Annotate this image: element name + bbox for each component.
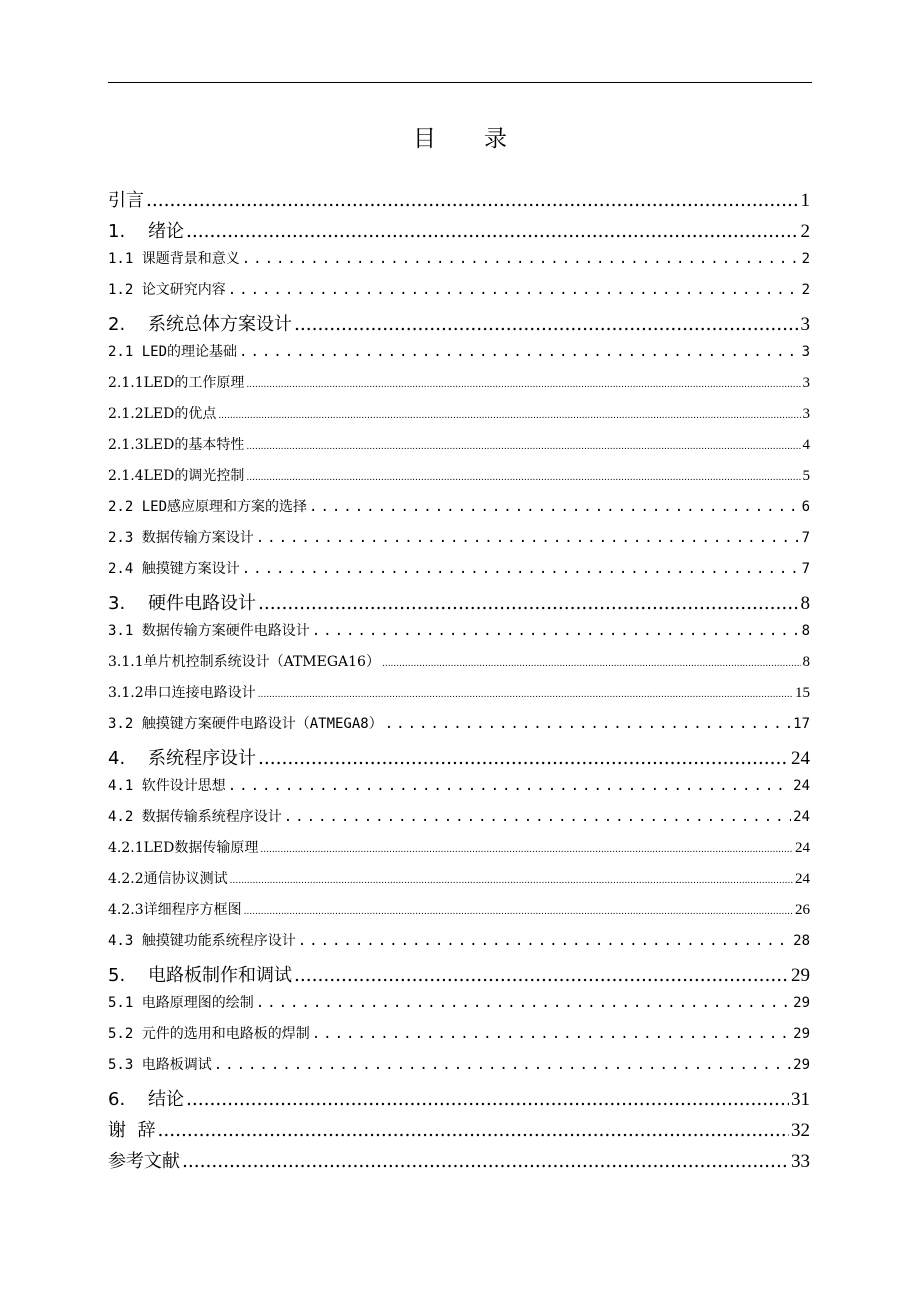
toc-entry-number: 4.: [108, 748, 126, 769]
toc-entry-text: 2.2 LED感应原理和方案的选择: [108, 499, 308, 515]
toc-leader-dots: [228, 282, 800, 298]
toc-entry-page: 17: [793, 716, 810, 732]
toc-entry-text: 4.3 触摸键功能系统程序设计: [108, 933, 296, 949]
toc-entry-label: [108, 465, 244, 485]
toc-entry-label: [108, 930, 296, 950]
toc-entry-text: 4.2 数据传输系统程序设计: [108, 809, 282, 825]
toc-entry-page: 32: [791, 1120, 810, 1141]
toc-leader-dots: [230, 876, 793, 886]
toc-entry[interactable]: [108, 899, 810, 930]
toc-entry-label: [108, 1116, 155, 1142]
toc-leader-dots: [242, 561, 800, 577]
toc-entry[interactable]: [108, 1116, 810, 1147]
toc-entry-text: 谢 辞: [108, 1120, 156, 1141]
toc-title: [0, 120, 920, 153]
toc-entry-page: 24: [793, 778, 810, 794]
toc-entry-text: 引言: [108, 190, 144, 211]
toc-entry-page: 7: [801, 561, 810, 577]
toc-entry-text: 2.1 LED的理论基础: [108, 344, 238, 360]
toc-entry-page: 8: [800, 593, 810, 614]
toc-title-right: 录: [484, 126, 507, 152]
toc-leader-dots: [186, 221, 799, 242]
toc-entry-page: 2: [800, 221, 810, 242]
toc-leader-dots: [228, 778, 791, 794]
toc-leader-dots: [382, 659, 801, 669]
toc-entry[interactable]: [108, 651, 810, 682]
toc-entry-label: [108, 527, 254, 547]
toc-entry-label: [108, 403, 216, 423]
toc-entry[interactable]: [108, 186, 810, 217]
toc-leader-dots: [294, 965, 789, 986]
toc-leader-dots: [298, 933, 791, 949]
toc-entry[interactable]: [108, 1054, 810, 1085]
toc-entry-page: 3: [801, 344, 810, 360]
toc-entry-page: 1: [800, 190, 810, 211]
toc-entry[interactable]: [108, 217, 810, 248]
toc-entry-text: 2.1.2LED的优点: [108, 406, 217, 422]
toc-leader-dots: [244, 907, 793, 917]
toc-entry-text: 硬件电路设计: [148, 593, 256, 614]
toc-entry[interactable]: [108, 806, 810, 837]
toc-entry-label: [108, 496, 307, 516]
header-rule: [108, 82, 812, 83]
toc-entry-page: 31: [791, 1089, 810, 1110]
toc-entry[interactable]: [108, 992, 810, 1023]
toc-entry[interactable]: [108, 961, 810, 992]
toc-entry[interactable]: [108, 558, 810, 589]
toc-entry-page: 3: [800, 314, 810, 335]
toc-entry-label: [108, 868, 228, 888]
toc-entry[interactable]: [108, 527, 810, 558]
toc-entry-text: 4.2.3详细程序方框图: [108, 902, 242, 918]
toc-entry-label: [108, 744, 256, 770]
toc-entry-text: 5.3 电路板调试: [108, 1057, 212, 1073]
toc-entry-text: 1.1 课题背景和意义: [108, 251, 240, 267]
toc-leader-dots: [256, 530, 800, 546]
toc-entry-page: 15: [795, 685, 810, 701]
toc-entry-text: 2.3 数据传输方案设计: [108, 530, 254, 546]
toc-leader-dots: [182, 1151, 789, 1172]
toc-entry-page: 33: [791, 1151, 810, 1172]
toc-leader-dots: [309, 499, 800, 515]
toc-entry-label: [108, 1054, 212, 1074]
toc-entry-text: 5.1 电路原理图的绘制: [108, 995, 254, 1011]
toc-entry-page: 5: [802, 468, 810, 484]
toc-entry-label: [108, 217, 184, 243]
toc-entry-label: [108, 372, 244, 392]
toc-entry-page: 29: [793, 1026, 810, 1042]
toc-entry-label: [108, 775, 226, 795]
toc-entry-page: 29: [793, 995, 810, 1011]
toc-leader-dots: [239, 344, 800, 360]
toc-entry-number: 3.: [108, 593, 126, 614]
toc-entry-text: 结论: [148, 1089, 184, 1110]
toc-entry-text: 1.2 论文研究内容: [108, 282, 226, 298]
toc-entry-label: [108, 620, 310, 640]
toc-entry-page: 2: [801, 251, 810, 267]
toc-leader-dots: [146, 190, 799, 211]
toc-leader-dots: [246, 442, 800, 452]
toc-entry-label: [108, 279, 226, 299]
toc-entry[interactable]: [108, 682, 810, 713]
toc-entry-label: [108, 341, 237, 361]
toc-entry-page: 24: [791, 748, 810, 769]
toc-entry-text: 3.1.1单片机控制系统设计（ATMEGA16）: [108, 654, 380, 670]
toc-entry-text: 系统程序设计: [148, 748, 256, 769]
toc-entry-page: 7: [801, 530, 810, 546]
toc-entry[interactable]: [108, 744, 810, 775]
toc-entry-page: 8: [801, 623, 810, 639]
toc-leader-dots: [218, 411, 800, 421]
toc-entry-text: 4.1 软件设计思想: [108, 778, 226, 794]
toc-entry[interactable]: [108, 279, 810, 310]
toc-leader-dots: [242, 251, 800, 267]
toc-entry-number: 5.: [108, 965, 126, 986]
toc-entry[interactable]: [108, 465, 810, 496]
toc-entry-text: 4.2.2通信协议测试: [108, 871, 228, 887]
toc-title-left: 目: [413, 126, 436, 152]
toc-entry[interactable]: [108, 775, 810, 806]
toc-entry-text: 2.1.4LED的调光控制: [108, 468, 245, 484]
toc-leader-dots: [312, 1026, 791, 1042]
toc-entry-text: 电路板制作和调试: [148, 965, 292, 986]
toc-leader-dots: [258, 593, 799, 614]
toc-entry[interactable]: [108, 1023, 810, 1054]
toc-entry-label: [108, 1147, 180, 1173]
toc-entry-text: 3.2 触摸键方案硬件电路设计（ATMEGA8）: [108, 716, 383, 732]
toc-entry-page: 2: [801, 282, 810, 298]
toc-entry-label: [108, 589, 256, 615]
toc-entry-label: [108, 806, 282, 826]
toc-leader-dots: [214, 1057, 791, 1073]
toc-entry-label: [108, 1023, 310, 1043]
toc-leader-dots: [294, 314, 799, 335]
toc-entry-label: [108, 310, 292, 336]
toc-leader-dots: [186, 1089, 789, 1110]
toc-entry-page: 24: [793, 809, 810, 825]
toc-entry-page: 24: [795, 840, 810, 856]
toc-entry[interactable]: [108, 341, 810, 372]
toc-entry-number: 6.: [108, 1089, 126, 1110]
table-of-contents: [108, 186, 810, 1178]
toc-entry-text: 2.1.1LED的工作原理: [108, 375, 245, 391]
toc-entry-label: [108, 186, 144, 212]
toc-entry[interactable]: [108, 620, 810, 651]
toc-entry-text: 3.1.2串口连接电路设计: [108, 685, 256, 701]
toc-entry[interactable]: [108, 868, 810, 899]
toc-leader-dots: [258, 690, 793, 700]
toc-entry-label: [108, 992, 254, 1012]
toc-leader-dots: [284, 809, 791, 825]
toc-entry[interactable]: [108, 930, 810, 961]
toc-entry-page: 6: [801, 499, 810, 515]
toc-entry-label: [108, 558, 240, 578]
toc-entry-page: 24: [795, 871, 810, 887]
toc-entry-page: 4: [802, 437, 810, 453]
toc-leader-dots: [312, 623, 800, 639]
toc-entry-number: 2.: [108, 314, 126, 335]
toc-entry-number: 1.: [108, 221, 126, 242]
toc-entry[interactable]: [108, 713, 810, 744]
toc-entry-page: 29: [791, 965, 810, 986]
toc-entry-page: 28: [793, 933, 810, 949]
toc-entry-page: 8: [802, 654, 810, 670]
toc-entry-page: 29: [793, 1057, 810, 1073]
toc-entry-page: 3: [802, 375, 810, 391]
toc-entry-text: 5.2 元件的选用和电路板的焊制: [108, 1026, 310, 1042]
toc-entry-text: 4.2.1LED数据传输原理: [108, 840, 259, 856]
toc-leader-dots: [385, 716, 791, 732]
toc-entry-label: [108, 961, 292, 987]
toc-entry-text: 2.1.3LED的基本特性: [108, 437, 245, 453]
toc-entry[interactable]: [108, 310, 810, 341]
toc-leader-dots: [157, 1120, 789, 1141]
toc-entry[interactable]: [108, 589, 810, 620]
toc-entry[interactable]: [108, 248, 810, 279]
toc-entry-label: [108, 651, 380, 671]
toc-entry-text: 绪论: [148, 221, 184, 242]
toc-entry-label: [108, 682, 256, 702]
toc-entry-label: [108, 899, 242, 919]
toc-entry[interactable]: [108, 372, 810, 403]
toc-entry-label: [108, 713, 383, 733]
toc-leader-dots: [260, 845, 793, 855]
toc-entry[interactable]: [108, 837, 810, 868]
toc-entry-text: 3.1 数据传输方案硬件电路设计: [108, 623, 310, 639]
toc-entry[interactable]: [108, 403, 810, 434]
toc-entry[interactable]: [108, 1147, 810, 1178]
toc-entry-page: 26: [795, 902, 810, 918]
toc-entry[interactable]: [108, 434, 810, 465]
toc-entry-text: 系统总体方案设计: [148, 314, 292, 335]
toc-entry-label: [108, 1085, 184, 1111]
toc-entry-page: 3: [802, 406, 810, 422]
toc-entry-text: 参考文献: [108, 1151, 180, 1172]
toc-entry[interactable]: [108, 1085, 810, 1116]
toc-entry[interactable]: [108, 496, 810, 527]
toc-entry-label: [108, 434, 244, 454]
toc-entry-text: 2.4 触摸键方案设计: [108, 561, 240, 577]
toc-entry-label: [108, 837, 258, 857]
toc-leader-dots: [256, 995, 791, 1011]
toc-leader-dots: [258, 748, 789, 769]
toc-leader-dots: [246, 473, 800, 483]
toc-entry-label: [108, 248, 240, 268]
toc-leader-dots: [246, 380, 800, 390]
